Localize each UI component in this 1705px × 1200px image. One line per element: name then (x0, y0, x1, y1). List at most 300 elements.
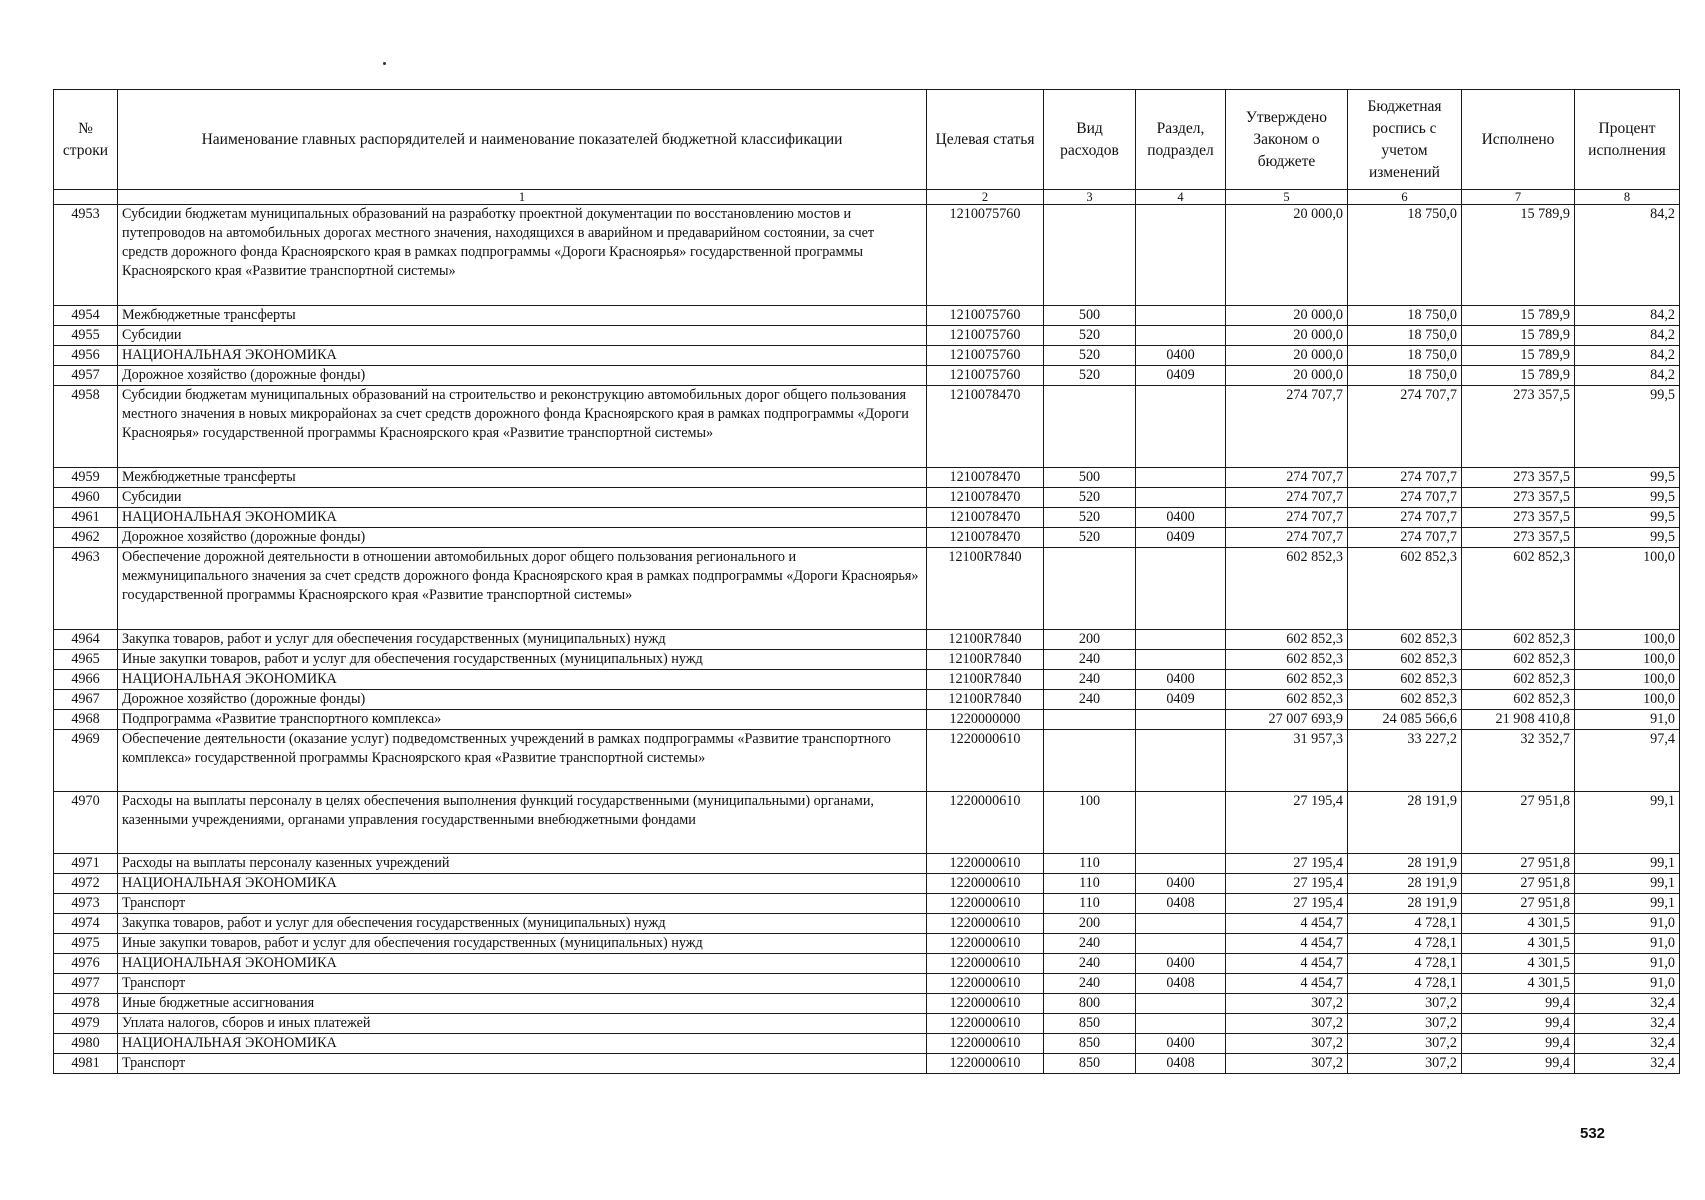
execution-percent: 99,5 (1575, 508, 1680, 528)
schedule-amount: 602 852,3 (1348, 670, 1462, 690)
header-cell: Исполнено (1462, 90, 1575, 190)
execution-percent: 99,1 (1575, 894, 1680, 914)
section-code: 0400 (1136, 874, 1226, 894)
row-number: 4954 (54, 306, 118, 326)
execution-percent: 91,0 (1575, 954, 1680, 974)
header-cell: Бюджетная роспись с учетом изменений (1348, 90, 1462, 190)
table-row (54, 874, 1680, 894)
row-number: 4957 (54, 366, 118, 386)
expense-kind: 240 (1044, 954, 1136, 974)
execution-percent: 91,0 (1575, 974, 1680, 994)
row-name: Уплата налогов, сборов и иных платежей (118, 1014, 927, 1034)
approved-amount: 274 707,7 (1226, 468, 1348, 488)
expense-kind (1044, 386, 1136, 468)
section-code (1136, 1014, 1226, 1034)
section-code (1136, 710, 1226, 730)
schedule-amount: 18 750,0 (1348, 205, 1462, 306)
approved-amount: 27 195,4 (1226, 874, 1348, 894)
row-name: НАЦИОНАЛЬНАЯ ЭКОНОМИКА (118, 346, 927, 366)
schedule-amount: 18 750,0 (1348, 346, 1462, 366)
table-row (54, 528, 1680, 548)
target-article: 1210075760 (927, 205, 1044, 306)
execution-percent: 99,5 (1575, 528, 1680, 548)
column-number: 7 (1462, 190, 1575, 205)
execution-percent: 97,4 (1575, 730, 1680, 792)
row-name: Закупка товаров, работ и услуг для обеспечения государственных (муниципальных) нужд (118, 630, 927, 650)
target-article: 1220000610 (927, 1014, 1044, 1034)
target-article: 1220000610 (927, 792, 1044, 854)
schedule-amount: 602 852,3 (1348, 548, 1462, 630)
section-code (1136, 994, 1226, 1014)
executed-amount: 21 908 410,8 (1462, 710, 1575, 730)
row-number: 4974 (54, 914, 118, 934)
row-number: 4968 (54, 710, 118, 730)
expense-kind (1044, 548, 1136, 630)
table-row (54, 205, 1680, 306)
section-code: 0408 (1136, 894, 1226, 914)
schedule-amount: 274 707,7 (1348, 468, 1462, 488)
table-row (54, 1054, 1680, 1074)
expense-kind: 240 (1044, 650, 1136, 670)
expense-kind: 520 (1044, 346, 1136, 366)
row-number: 4981 (54, 1054, 118, 1074)
approved-amount: 4 454,7 (1226, 934, 1348, 954)
execution-percent: 84,2 (1575, 366, 1680, 386)
target-article: 12100R7840 (927, 670, 1044, 690)
section-code (1136, 934, 1226, 954)
expense-kind: 850 (1044, 1034, 1136, 1054)
executed-amount: 273 357,5 (1462, 528, 1575, 548)
row-name: НАЦИОНАЛЬНАЯ ЭКОНОМИКА (118, 1034, 927, 1054)
execution-percent: 99,1 (1575, 874, 1680, 894)
header-cell: Целевая статья (927, 90, 1044, 190)
table-row (54, 548, 1680, 630)
header-row (54, 90, 1680, 190)
schedule-amount: 4 728,1 (1348, 974, 1462, 994)
header-cell: Утверждено Законом о бюджете (1226, 90, 1348, 190)
executed-amount: 99,4 (1462, 994, 1575, 1014)
row-name: Межбюджетные трансферты (118, 468, 927, 488)
row-number: 4955 (54, 326, 118, 346)
approved-amount: 4 454,7 (1226, 974, 1348, 994)
approved-amount: 27 195,4 (1226, 854, 1348, 874)
schedule-amount: 24 085 566,6 (1348, 710, 1462, 730)
approved-amount: 274 707,7 (1226, 386, 1348, 468)
column-number: 8 (1575, 190, 1680, 205)
approved-amount: 20 000,0 (1226, 326, 1348, 346)
approved-amount: 307,2 (1226, 1014, 1348, 1034)
execution-percent: 84,2 (1575, 346, 1680, 366)
section-code (1136, 488, 1226, 508)
schedule-amount: 28 191,9 (1348, 854, 1462, 874)
row-number: 4967 (54, 690, 118, 710)
column-number: 1 (118, 190, 927, 205)
target-article: 1220000610 (927, 730, 1044, 792)
executed-amount: 15 789,9 (1462, 326, 1575, 346)
target-article: 1210078470 (927, 468, 1044, 488)
row-number: 4972 (54, 874, 118, 894)
target-article: 1220000610 (927, 954, 1044, 974)
table-row (54, 366, 1680, 386)
table-row (54, 630, 1680, 650)
expense-kind: 500 (1044, 306, 1136, 326)
approved-amount: 602 852,3 (1226, 690, 1348, 710)
execution-percent: 32,4 (1575, 994, 1680, 1014)
schedule-amount: 307,2 (1348, 994, 1462, 1014)
row-name: Транспорт (118, 894, 927, 914)
approved-amount: 602 852,3 (1226, 630, 1348, 650)
column-number-row (54, 190, 1680, 205)
approved-amount: 602 852,3 (1226, 670, 1348, 690)
execution-percent: 91,0 (1575, 710, 1680, 730)
row-number: 4966 (54, 670, 118, 690)
execution-percent: 99,5 (1575, 386, 1680, 468)
expense-kind: 520 (1044, 326, 1136, 346)
schedule-amount: 602 852,3 (1348, 690, 1462, 710)
table-row (54, 974, 1680, 994)
schedule-amount: 28 191,9 (1348, 874, 1462, 894)
approved-amount: 20 000,0 (1226, 205, 1348, 306)
target-article: 1220000610 (927, 1034, 1044, 1054)
row-number: 4979 (54, 1014, 118, 1034)
scan-dot (383, 62, 386, 65)
execution-percent: 100,0 (1575, 548, 1680, 630)
section-code: 0409 (1136, 366, 1226, 386)
table-row (54, 1014, 1680, 1034)
target-article: 1220000610 (927, 934, 1044, 954)
expense-kind: 110 (1044, 874, 1136, 894)
row-name: Транспорт (118, 974, 927, 994)
section-code: 0400 (1136, 508, 1226, 528)
schedule-amount: 28 191,9 (1348, 792, 1462, 854)
section-code (1136, 386, 1226, 468)
approved-amount: 274 707,7 (1226, 528, 1348, 548)
approved-amount: 27 007 693,9 (1226, 710, 1348, 730)
expense-kind: 240 (1044, 690, 1136, 710)
executed-amount: 15 789,9 (1462, 205, 1575, 306)
executed-amount: 27 951,8 (1462, 792, 1575, 854)
row-name: НАЦИОНАЛЬНАЯ ЭКОНОМИКА (118, 954, 927, 974)
expense-kind: 200 (1044, 914, 1136, 934)
page-number: 532 (1580, 1125, 1606, 1142)
expense-kind: 850 (1044, 1054, 1136, 1074)
target-article: 12100R7840 (927, 548, 1044, 630)
approved-amount: 27 195,4 (1226, 792, 1348, 854)
section-code (1136, 306, 1226, 326)
executed-amount: 27 951,8 (1462, 874, 1575, 894)
section-code: 0400 (1136, 670, 1226, 690)
row-number: 4953 (54, 205, 118, 306)
schedule-amount: 307,2 (1348, 1034, 1462, 1054)
schedule-amount: 274 707,7 (1348, 488, 1462, 508)
section-code (1136, 792, 1226, 854)
expense-kind (1044, 205, 1136, 306)
executed-amount: 602 852,3 (1462, 548, 1575, 630)
row-name: Дорожное хозяйство (дорожные фонды) (118, 366, 927, 386)
schedule-amount: 18 750,0 (1348, 326, 1462, 346)
row-name: Обеспечение дорожной деятельности в отношении автомобильных дорог общего пользования регионального и межмуниципального значения за счет средств дорожного фонда Красноярского края в рамках подпрограммы «Дороги Красноярья» государственной программы Красноярского края «Развитие транспортной системы» (118, 548, 927, 630)
row-number: 4977 (54, 974, 118, 994)
table-row (54, 488, 1680, 508)
target-article: 12100R7840 (927, 650, 1044, 670)
column-number (54, 190, 118, 205)
table-row (54, 934, 1680, 954)
row-name: Межбюджетные трансферты (118, 306, 927, 326)
section-code (1136, 650, 1226, 670)
target-article: 1220000610 (927, 994, 1044, 1014)
executed-amount: 32 352,7 (1462, 730, 1575, 792)
schedule-amount: 18 750,0 (1348, 306, 1462, 326)
row-number: 4969 (54, 730, 118, 792)
row-name: Иные бюджетные ассигнования (118, 994, 927, 1014)
executed-amount: 4 301,5 (1462, 974, 1575, 994)
schedule-amount: 274 707,7 (1348, 386, 1462, 468)
row-name: Обеспечение деятельности (оказание услуг) подведомственных учреждений в рамках подпрограммы «Развитие транспортного комплекса» государственной программы Красноярского края «Развитие транспортной системы» (118, 730, 927, 792)
section-code (1136, 326, 1226, 346)
schedule-amount: 602 852,3 (1348, 630, 1462, 650)
expense-kind: 110 (1044, 894, 1136, 914)
schedule-amount: 274 707,7 (1348, 528, 1462, 548)
target-article: 1220000610 (927, 974, 1044, 994)
table-row (54, 954, 1680, 974)
executed-amount: 4 301,5 (1462, 934, 1575, 954)
target-article: 1220000610 (927, 894, 1044, 914)
target-article: 1210075760 (927, 326, 1044, 346)
column-number: 4 (1136, 190, 1226, 205)
expense-kind: 100 (1044, 792, 1136, 854)
row-name: Иные закупки товаров, работ и услуг для обеспечения государственных (муниципальных) нужд (118, 650, 927, 670)
executed-amount: 602 852,3 (1462, 630, 1575, 650)
expense-kind: 200 (1044, 630, 1136, 650)
target-article: 1210075760 (927, 346, 1044, 366)
executed-amount: 4 301,5 (1462, 914, 1575, 934)
execution-percent: 100,0 (1575, 650, 1680, 670)
section-code (1136, 468, 1226, 488)
table-row (54, 650, 1680, 670)
execution-percent: 99,5 (1575, 468, 1680, 488)
approved-amount: 307,2 (1226, 994, 1348, 1014)
expense-kind: 520 (1044, 528, 1136, 548)
table-row (54, 1034, 1680, 1054)
row-name: Иные закупки товаров, работ и услуг для обеспечения государственных (муниципальных) нужд (118, 934, 927, 954)
table-row (54, 508, 1680, 528)
target-article: 1220000000 (927, 710, 1044, 730)
header-cell: Процент исполнения (1575, 90, 1680, 190)
row-name: Дорожное хозяйство (дорожные фонды) (118, 690, 927, 710)
row-number: 4956 (54, 346, 118, 366)
execution-percent: 100,0 (1575, 670, 1680, 690)
section-code: 0408 (1136, 974, 1226, 994)
approved-amount: 27 195,4 (1226, 894, 1348, 914)
table-row (54, 670, 1680, 690)
expense-kind: 240 (1044, 934, 1136, 954)
execution-percent: 32,4 (1575, 1014, 1680, 1034)
table-row (54, 854, 1680, 874)
section-code (1136, 854, 1226, 874)
execution-percent: 91,0 (1575, 934, 1680, 954)
column-number: 6 (1348, 190, 1462, 205)
target-article: 1210078470 (927, 528, 1044, 548)
column-number: 2 (927, 190, 1044, 205)
row-number: 4961 (54, 508, 118, 528)
section-code (1136, 914, 1226, 934)
expense-kind: 520 (1044, 508, 1136, 528)
header-cell: Вид расходов (1044, 90, 1136, 190)
row-name: Транспорт (118, 1054, 927, 1074)
approved-amount: 274 707,7 (1226, 508, 1348, 528)
row-number: 4970 (54, 792, 118, 854)
executed-amount: 99,4 (1462, 1014, 1575, 1034)
approved-amount: 602 852,3 (1226, 548, 1348, 630)
execution-percent: 91,0 (1575, 914, 1680, 934)
row-number: 4959 (54, 468, 118, 488)
schedule-amount: 307,2 (1348, 1054, 1462, 1074)
section-code: 0408 (1136, 1054, 1226, 1074)
row-number: 4980 (54, 1034, 118, 1054)
target-article: 1210075760 (927, 366, 1044, 386)
row-name: Дорожное хозяйство (дорожные фонды) (118, 528, 927, 548)
target-article: 1220000610 (927, 914, 1044, 934)
row-number: 4960 (54, 488, 118, 508)
table-row (54, 710, 1680, 730)
schedule-amount: 18 750,0 (1348, 366, 1462, 386)
expense-kind (1044, 730, 1136, 792)
schedule-amount: 274 707,7 (1348, 508, 1462, 528)
table-row (54, 386, 1680, 468)
header-cell: Раздел, подраздел (1136, 90, 1226, 190)
row-name: Расходы на выплаты персоналу казенных учреждений (118, 854, 927, 874)
target-article: 1220000610 (927, 874, 1044, 894)
executed-amount: 273 357,5 (1462, 508, 1575, 528)
approved-amount: 307,2 (1226, 1034, 1348, 1054)
target-article: 12100R7840 (927, 690, 1044, 710)
row-number: 4971 (54, 854, 118, 874)
header-cell: № строки (54, 90, 118, 190)
section-code (1136, 630, 1226, 650)
budget-table (53, 89, 1680, 1074)
target-article: 1210078470 (927, 508, 1044, 528)
row-name: НАЦИОНАЛЬНАЯ ЭКОНОМИКА (118, 874, 927, 894)
schedule-amount: 33 227,2 (1348, 730, 1462, 792)
column-number: 3 (1044, 190, 1136, 205)
target-article: 1210075760 (927, 306, 1044, 326)
approved-amount: 20 000,0 (1226, 346, 1348, 366)
expense-kind: 240 (1044, 974, 1136, 994)
row-number: 4975 (54, 934, 118, 954)
approved-amount: 274 707,7 (1226, 488, 1348, 508)
section-code (1136, 730, 1226, 792)
row-number: 4962 (54, 528, 118, 548)
row-number: 4963 (54, 548, 118, 630)
executed-amount: 602 852,3 (1462, 650, 1575, 670)
target-article: 12100R7840 (927, 630, 1044, 650)
execution-percent: 32,4 (1575, 1054, 1680, 1074)
execution-percent: 84,2 (1575, 306, 1680, 326)
execution-percent: 99,5 (1575, 488, 1680, 508)
expense-kind: 240 (1044, 670, 1136, 690)
row-name: Субсидии бюджетам муниципальных образований на разработку проектной документации по восстановлению мостов и путепроводов на автомобильных дорогах местного значения, находящихся в аварийном и предаварийном состоянии, за счет средств дорожного фонда Красноярского края в рамках подпрограммы «Дороги Красноярья» государственной программы Красноярского края «Развитие транспортной системы» (118, 205, 927, 306)
section-code: 0400 (1136, 954, 1226, 974)
table-row (54, 914, 1680, 934)
column-number: 5 (1226, 190, 1348, 205)
executed-amount: 602 852,3 (1462, 690, 1575, 710)
schedule-amount: 4 728,1 (1348, 914, 1462, 934)
approved-amount: 307,2 (1226, 1054, 1348, 1074)
expense-kind: 850 (1044, 1014, 1136, 1034)
expense-kind: 500 (1044, 468, 1136, 488)
execution-percent: 32,4 (1575, 1034, 1680, 1054)
header-cell: Наименование главных распорядителей и наименование показателей бюджетной классификации (118, 90, 927, 190)
executed-amount: 99,4 (1462, 1054, 1575, 1074)
section-code: 0400 (1136, 1034, 1226, 1054)
table-row (54, 326, 1680, 346)
row-name: НАЦИОНАЛЬНАЯ ЭКОНОМИКА (118, 670, 927, 690)
executed-amount: 15 789,9 (1462, 366, 1575, 386)
execution-percent: 84,2 (1575, 205, 1680, 306)
schedule-amount: 602 852,3 (1348, 650, 1462, 670)
approved-amount: 4 454,7 (1226, 954, 1348, 974)
approved-amount: 20 000,0 (1226, 366, 1348, 386)
section-code: 0409 (1136, 690, 1226, 710)
execution-percent: 100,0 (1575, 690, 1680, 710)
row-number: 4978 (54, 994, 118, 1014)
row-name: Закупка товаров, работ и услуг для обеспечения государственных (муниципальных) нужд (118, 914, 927, 934)
executed-amount: 15 789,9 (1462, 306, 1575, 326)
expense-kind: 110 (1044, 854, 1136, 874)
executed-amount: 273 357,5 (1462, 468, 1575, 488)
row-number: 4973 (54, 894, 118, 914)
executed-amount: 27 951,8 (1462, 854, 1575, 874)
executed-amount: 273 357,5 (1462, 386, 1575, 468)
table-row (54, 792, 1680, 854)
section-code: 0409 (1136, 528, 1226, 548)
execution-percent: 99,1 (1575, 792, 1680, 854)
executed-amount: 27 951,8 (1462, 894, 1575, 914)
schedule-amount: 4 728,1 (1348, 934, 1462, 954)
row-name: Субсидии бюджетам муниципальных образований на строительство и реконструкцию автомобильных дорог общего пользования местного значения в новых микрорайонах за счет средств дорожного фонда Красноярского края в рамках подпрограммы «Дороги Красноярья» государственной программы Красноярского края «Развитие транспортной системы» (118, 386, 927, 468)
row-number: 4958 (54, 386, 118, 468)
row-name: Расходы на выплаты персоналу в целях обеспечения выполнения функций государственными (муниципальными) органами, казенными учреждениями, органами управления государственными внебюджетными фондами (118, 792, 927, 854)
table-row (54, 730, 1680, 792)
expense-kind: 520 (1044, 366, 1136, 386)
table-row (54, 468, 1680, 488)
approved-amount: 31 957,3 (1226, 730, 1348, 792)
expense-kind (1044, 710, 1136, 730)
approved-amount: 602 852,3 (1226, 650, 1348, 670)
section-code (1136, 548, 1226, 630)
approved-amount: 4 454,7 (1226, 914, 1348, 934)
row-name: Субсидии (118, 488, 927, 508)
expense-kind: 800 (1044, 994, 1136, 1014)
execution-percent: 99,1 (1575, 854, 1680, 874)
row-number: 4965 (54, 650, 118, 670)
target-article: 1210078470 (927, 488, 1044, 508)
executed-amount: 273 357,5 (1462, 488, 1575, 508)
execution-percent: 100,0 (1575, 630, 1680, 650)
schedule-amount: 4 728,1 (1348, 954, 1462, 974)
row-name: Субсидии (118, 326, 927, 346)
row-number: 4976 (54, 954, 118, 974)
expense-kind: 520 (1044, 488, 1136, 508)
schedule-amount: 307,2 (1348, 1014, 1462, 1034)
executed-amount: 602 852,3 (1462, 670, 1575, 690)
approved-amount: 20 000,0 (1226, 306, 1348, 326)
table-row (54, 690, 1680, 710)
target-article: 1220000610 (927, 854, 1044, 874)
target-article: 1220000610 (927, 1054, 1044, 1074)
executed-amount: 15 789,9 (1462, 346, 1575, 366)
table-row (54, 994, 1680, 1014)
